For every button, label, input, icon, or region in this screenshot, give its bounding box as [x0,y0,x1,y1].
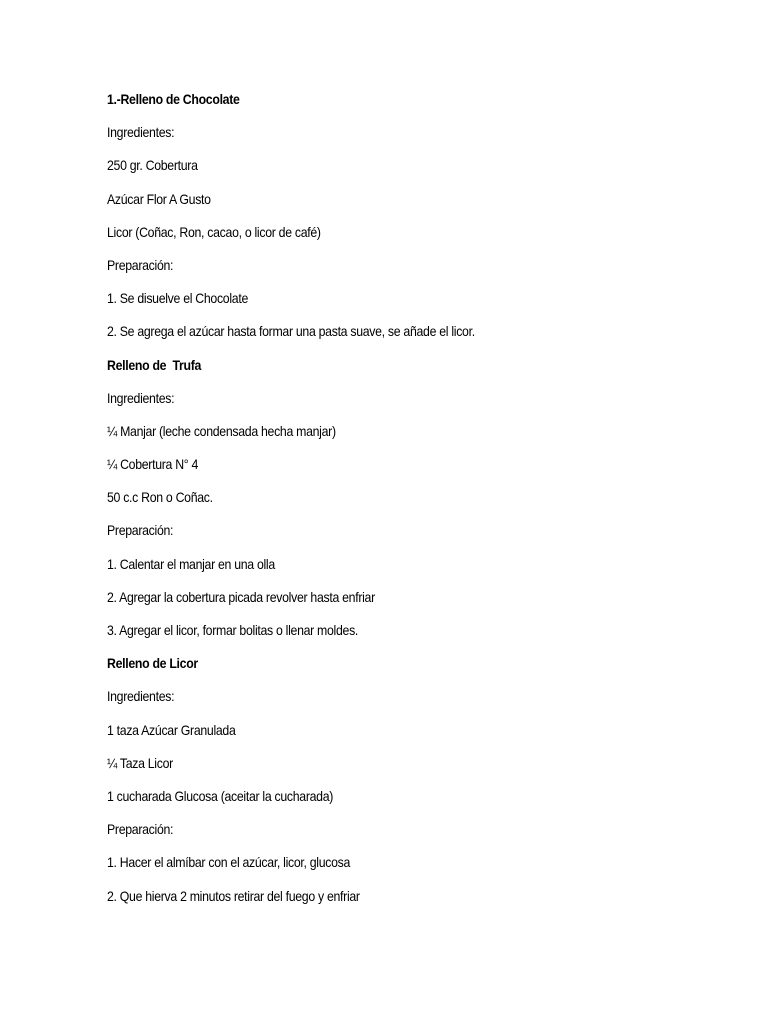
ingredient-item: Azúcar Flor A Gusto [107,190,211,207]
preparation-step: 3. Agregar el licor, formar bolitas o llenar moldes. [107,622,359,638]
ingredient-item: ¼ Taza Licor [107,754,173,771]
preparation-label: Preparación: [107,522,174,539]
preparation-step: 1. Se disuelve el Chocolate [107,290,248,307]
preparation-label: Preparación: [107,821,174,838]
recipe-title: Relleno de Trufa [107,356,202,373]
document-page [107,90,727,920]
ingredient-item: ¼ Manjar (leche condensada hecha manjar) [107,422,336,439]
ingredients-label: Ingredientes: [107,389,175,406]
recipe-title: Relleno de Licor [107,655,198,672]
ingredient-item: Licor (Coñac, Ron, cacao, o licor de café) [107,223,321,240]
ingredients-label: Ingredientes: [107,124,175,141]
preparation-step: 1. Calentar el manjar en una olla [107,555,275,572]
recipe-licor [107,654,727,904]
ingredient-item: 250 gr. Cobertura [107,157,198,174]
preparation-step: 2. Agregar la cobertura picada revolver hasta enfriar [107,588,375,605]
preparation-step: 1. Hacer el almíbar con el azúcar, licor, glucosa [107,854,351,871]
recipe-title: 1.-Relleno de Chocolate [107,91,240,107]
ingredient-item: 50 c.c Ron o Coñac. [107,489,213,506]
recipe-chocolate [107,90,727,340]
preparation-label: Preparación: [107,256,174,273]
preparation-step: 2. Se agrega el azúcar hasta formar una pasta suave, se añade el licor. [107,323,475,340]
preparation-step: 2. Que hierva 2 minutos retirar del fuego y enfriar [107,887,360,904]
ingredient-item: ¼ Cobertura N° 4 [107,456,199,473]
ingredient-item: 1 taza Azúcar Granulada [107,721,236,738]
ingredients-label: Ingredientes: [107,688,175,705]
recipe-trufa [107,356,727,640]
ingredient-item: 1 cucharada Glucosa (aceitar la cucharada) [107,787,334,804]
